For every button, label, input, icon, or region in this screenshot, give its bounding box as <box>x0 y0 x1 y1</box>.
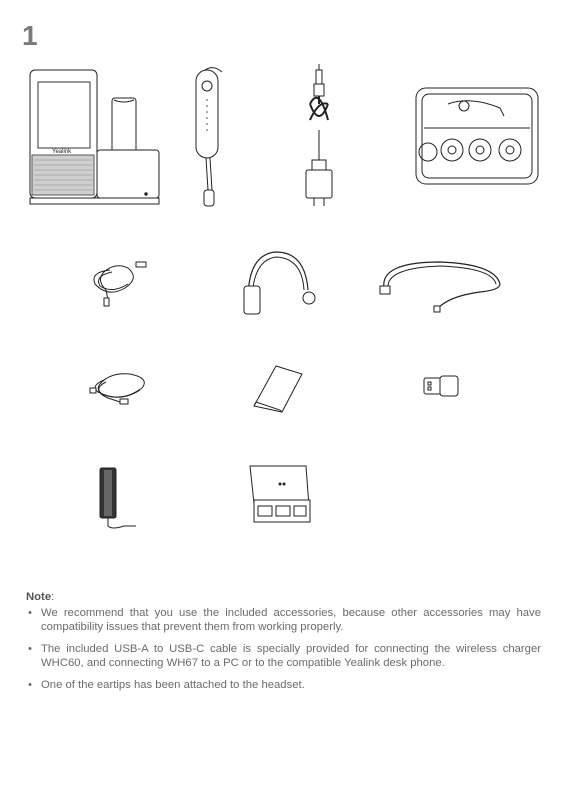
usb-cable-2-image <box>90 374 144 404</box>
eartips-case-image <box>416 88 538 184</box>
charging-stand-image <box>100 468 136 528</box>
note-item: • The included USB-A to USB-C cable is specially provided for connecting the wireless charger WHC60, and connecting WH67 to a PC or to the compatible Yealink desk phone. <box>26 642 541 670</box>
power-adapter-image <box>306 64 332 206</box>
page-number: 1 <box>22 20 38 51</box>
note-item: • One of the eartips has been attached to the headset. <box>26 678 541 692</box>
base-station-image <box>30 70 159 204</box>
usb-cable-image <box>94 262 146 306</box>
neckband-image <box>380 262 500 312</box>
note-item: • We recommend that you use the included accessories, because other accessories may have compatibility issues that prevent them from working properly. <box>26 606 541 634</box>
note-section <box>26 590 541 700</box>
charging-case-image <box>250 466 310 522</box>
headband-image <box>244 252 315 314</box>
note-list <box>26 606 541 692</box>
usb-dongle-image <box>424 376 458 396</box>
headset-image <box>196 68 222 206</box>
quick-start-guide-image <box>254 366 302 412</box>
note-heading: Note: <box>26 591 55 603</box>
base-brand-label: Yealink <box>52 149 72 155</box>
